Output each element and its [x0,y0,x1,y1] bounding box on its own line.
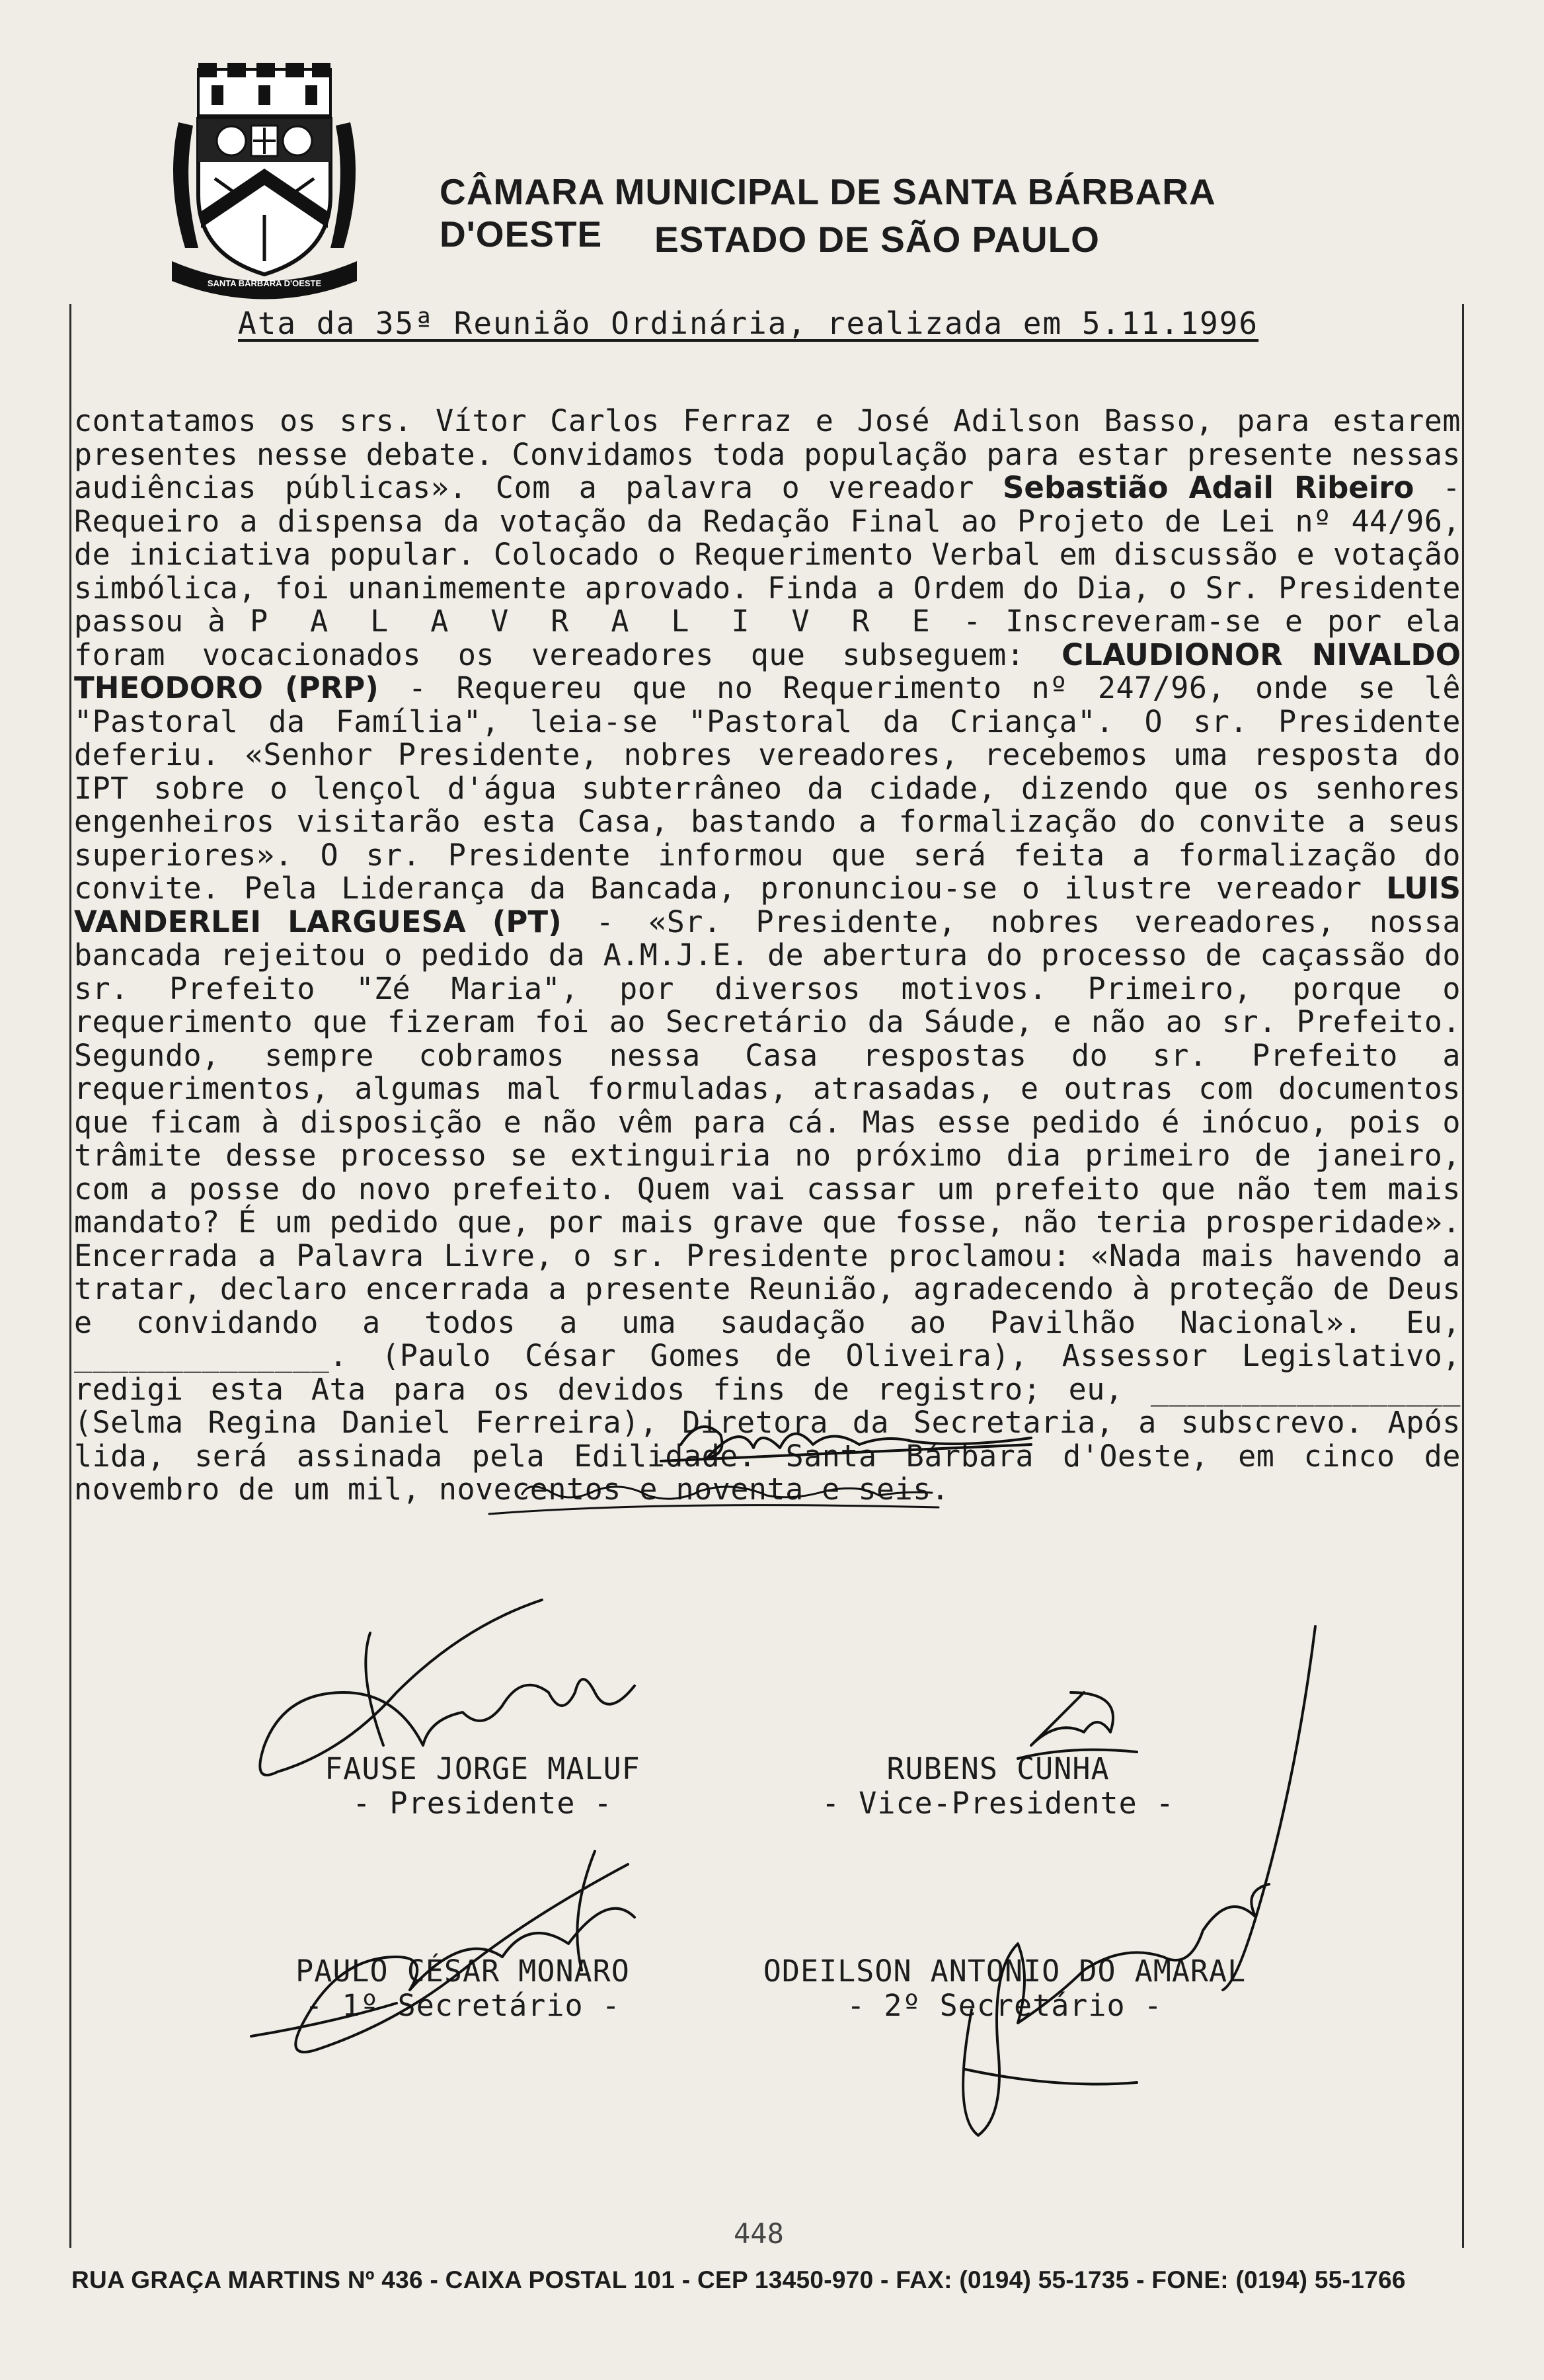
councilman-name-sebastiao: Sebastião Adail Ribeiro [1003,470,1414,505]
right-margin-rule [1462,304,1464,2248]
left-margin-rule [69,304,71,2248]
paragraph-inscricoes: - Inscreveram-se e por ela foram vocacionados os vereadores que subseguem: [74,604,1461,672]
page-number: 448 [734,2217,784,2250]
signature-block-vice-president [780,1752,1216,1821]
chamber-name-heading: CÂMARA MUNICIPAL DE SANTA BÁRBARA D'OESTE [440,171,1215,255]
paragraph-closing: - «Sr. Presidente, nobres vereadores, nossa bancada rejeitou o pedido da A.M.J.E. de abertura do processo de caçassão do sr. Prefeito "Zé Maria", por diversos motivos. Primeiro, porque o requerimento que fizeram foi ao Secretário da Sáude, e não ao sr. Prefeito. Segundo, sempre cobramos nessa Casa respostas do sr. Prefeito a requerimentos, algumas mal formuladas, atrasadas, e outras com documentos que ficam à disposição e não vêm para cá. Mas esse pedido é inócuo, pois o trâmite desse processo se extinguiria no próximo dia primeiro de janeiro, com a posse do novo prefeito. Quem vai cassar um prefeito que não tem mais mandato? É um pedido que, por mais grave que fosse, não teria prosperidade». Encerrada a Palavra Livre, o sr. Presidente proclamou: «Nada mais havendo a tratar, declaro encerrada a presente Reunião, agradecendo à proteção de Deus e convidando a todos a uma saudação ao Pavilhão Nacional». Eu, ______________. (Paulo César Gomes de Oliveira), Assessor Legislativo, redigi esta Ata para os devidos fins de registro; eu, _________________ (Selma Regina Daniel Ferreira), Diretora da Secretaria, a subscrevo. Após lida, será assinada pela Edilidade. Santa Bárbara d'Oeste, em cinco de novembro de um mil, novecentos e noventa e seis. [74,904,1461,1507]
signatory-role: - Presidente - [352,1786,613,1821]
signatory-name: FAUSE JORGE MALUF [325,1751,640,1786]
councilman-name-luis: LUIS VANDERLEI LARGUESA (PT) [74,871,1461,939]
signature-block-second-secretary [720,1954,1289,2023]
paragraph-opening: contatamos os srs. Vítor Carlos Ferraz e José Adilson Basso, para estarem presentes nesse debate. Convidamos toda população para estar presente nessas audiências públicas». Com a palavra o vereador [74,403,1461,505]
footer-address: RUA GRAÇA MARTINS Nº 436 - CAIXA POSTAL 101 - CEP 13450-970 - FAX: (0194) 55-1735 - FONE: (0194) 55-1766 [71,2266,1406,2293]
minutes-body [74,405,1461,1507]
signature-president [260,1600,635,1775]
signatory-name: ODEILSON ANTONIO DO AMARAL [763,1954,1247,1989]
seal-banner-text: SANTA BÁRBARA D'OESTE [207,278,322,288]
minutes-title: Ata da 35ª Reunião Ordinária, realizada em 5.11.1996 [238,305,1259,341]
municipal-coat-of-arms [159,63,370,301]
councilman-name-claudionor: CLAUDIONOR NIVALDO THEODORO (PRP) [74,637,1461,705]
state-name-heading: ESTADO DE SÃO PAULO [654,219,1100,260]
palavra-livre-heading: P A L A V R A L I V R E [250,604,939,639]
paragraph-request-redacao: - Requeiro a dispensa da votação da Redação Final ao Projeto de Lei nº 44/96, de iniciativa popular. Colocado o Requerimento Verbal em discussão e votação simbólica, foi unanimemente aprovado. Finda a Ordem do Dia, o Sr. Presidente passou à [74,470,1461,639]
signature-block-first-secretary [264,1954,661,2023]
signatory-name: PAULO CÉSAR MONARO [295,1954,630,1989]
signature-block-president [278,1752,687,1821]
signatory-role: - Vice-Presidente - [822,1786,1175,1821]
signatory-role: - 1º Secretário - [305,1988,621,2023]
paragraph-pastoral: - Requereu que no Requerimento nº 247/96, onde se lê "Pastoral da Família", leia-se "Pastoral da Criança". O sr. Presidente deferiu. «Senhor Presidente, nobres vereadores, recebemos uma resposta do IPT sobre o lençol d'água subterrâneo da cidade, dizendo que os senhores engenheiros visitarão esta Casa, bastando a formalização do convite a seus superiores». O sr. Presidente informou que será feita a formalização do convite. Pela Liderança da Bancada, pronunciou-se o ilustre vereador [74,670,1461,906]
signatory-role: - 2º Secretário - [847,1988,1163,2023]
signatory-name: RUBENS CUNHA [886,1751,1110,1786]
